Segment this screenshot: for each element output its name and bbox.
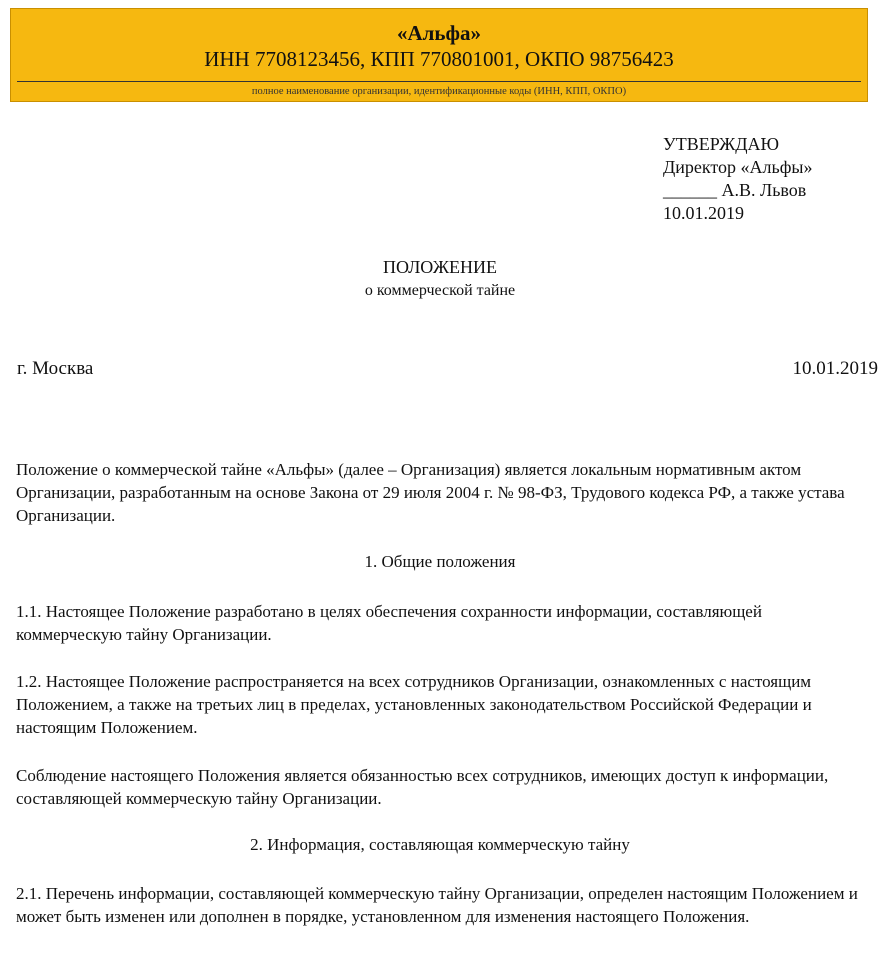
- approval-position: Директор «Альфы»: [663, 157, 813, 177]
- section-1-title: 1. Общие положения: [364, 552, 516, 571]
- approval-date: 10.01.2019: [663, 203, 744, 223]
- document-title: ПОЛОЖЕНИЕ: [383, 257, 497, 277]
- approval-stamp: УТВЕРЖДАЮ: [663, 134, 780, 154]
- organization-caption: полное наименование организации, идентификационные коды (ИНН, КПП, ОКПО): [251, 86, 627, 97]
- document-subtitle: о коммерческой тайне: [364, 282, 516, 299]
- paragraph-1-2: 1.2. Настоящее Положение распространяется на всех сотрудников Организации, ознакомленных с настоящим Положением, а также на третьих лиц в пределах, установленных законодательством Российской Федерации и настоящим Положением.: [16, 672, 812, 737]
- paragraph-1-3: Соблюдение настоящего Положения является обязанностью всех сотрудников, имеющих доступ к информации, составляющей коммерческую тайну Организации.: [16, 766, 829, 808]
- section-2-title: 2. Информация, составляющая коммерческую тайну: [250, 835, 630, 854]
- document-city: г. Москва: [17, 358, 94, 379]
- document-date: 10.01.2019: [792, 358, 878, 379]
- organization-codes: ИНН 7708123456, КПП 770801001, ОКПО 98756423: [204, 47, 674, 71]
- intro-paragraph: Положение о коммерческой тайне «Альфы» (далее – Организация) является локальным нормативным актом Организации, разработанным на основе Закона от 29 июля 2004 г. № 98-ФЗ, Трудового кодекса РФ, а также устава Организации.: [16, 460, 845, 525]
- paragraph-2-1: 2.1. Перечень информации, составляющей коммерческую тайну Организации, определен настоящим Положением и может быть изменен или дополнен в порядке, установленном для изменения настоящего Положения.: [16, 884, 858, 926]
- header-divider: [17, 81, 861, 82]
- organization-header: [10, 8, 868, 102]
- approval-block: [663, 133, 812, 225]
- organization-name: «Альфа»: [396, 21, 482, 45]
- approval-signature: ______ А.В. Львов: [663, 180, 807, 200]
- paragraph-1-1: 1.1. Настоящее Положение разработано в целях обеспечения сохранности информации, составляющей коммерческую тайну Организации.: [16, 602, 762, 644]
